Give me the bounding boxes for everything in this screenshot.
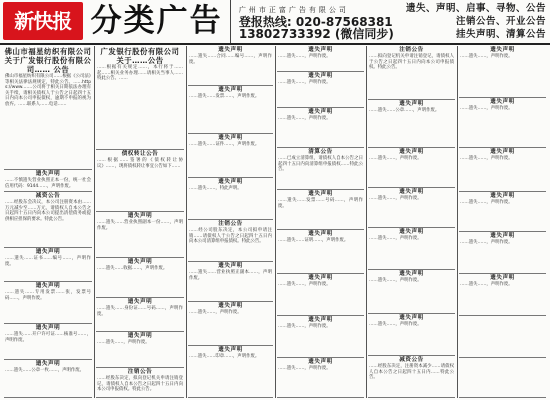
classified-ad: [459, 98, 546, 148]
ad-body: ……遗失……公章……，声明作废。: [369, 108, 440, 113]
ad-body: ……遗失……，声明作废。: [460, 106, 513, 111]
classified-ad: [96, 298, 184, 332]
ad-body: ……遗失……发票……号码……，声明作废。: [278, 198, 363, 209]
ad-body: ……遗失……公章一枚……，声明作废。: [5, 368, 85, 373]
ad-title: 遗失声明: [399, 101, 424, 107]
ad-title: 遗失声明: [308, 317, 333, 323]
ad-body: ……遗失……，声明作废。: [278, 54, 331, 59]
ad-title: 遗失声明: [218, 135, 243, 141]
ad-body: ……遗失……，声明作废。: [278, 366, 331, 371]
ad-body: ……遗失……，声明作废。: [369, 278, 422, 283]
classified-ad: [96, 46, 184, 150]
ad-title: 遗失声明: [308, 275, 333, 281]
classified-ad: [188, 178, 273, 220]
classified-ad: [4, 324, 92, 360]
masthead: [0, 0, 550, 45]
ad-body: ……经股东决定，注册资本减少……请债权人自本公告之日起四十五日内……特此公告。: [369, 364, 454, 381]
ad-column: [94, 46, 187, 398]
ad-title: 遗失声明: [308, 191, 333, 197]
ad-title: 遗失声明: [490, 47, 515, 53]
ad-title: 遗失声明: [490, 233, 515, 239]
ad-body: ……遗失……，声明作废。: [189, 310, 242, 315]
classified-ad: [277, 190, 364, 230]
ad-title: 遗失声明: [399, 189, 424, 195]
ad-body: ……遗失……收据……，声明作废。: [97, 266, 168, 271]
ad-column: [2, 46, 95, 398]
ad-body: ……遗失……，声明作废。: [369, 196, 422, 201]
ad-title: 遗失声明: [127, 333, 153, 339]
classified-ad: [96, 212, 184, 258]
ad-title: 遗失声明: [308, 73, 333, 79]
ad-body: ……遗失……，声明作废。: [369, 236, 422, 241]
ad-body: ……经股东会决议，本公司注册资本由……万元减少至……万元，请债权人自本公告之日起四十五日内向本公司提出清偿债务或提供相应担保的要求。特此公告。: [5, 200, 91, 222]
ad-body: ……遗失……，声明作废。: [97, 340, 150, 345]
ad-title: 债权转让公告: [121, 151, 159, 157]
ad-title: 遗失声明: [308, 231, 333, 237]
category-row: 挂失声明、清算公告: [455, 29, 546, 40]
ad-title: 减资公告: [35, 193, 61, 199]
ad-body: ……遗失……，声明作废。: [278, 282, 331, 287]
ad-body: ……拟向登记机关申请注销登记，请债权人于公告之日起四十五日内向本公司申报债权。特此公告。: [369, 54, 454, 71]
ad-title: 遗失声明: [35, 249, 61, 255]
classified-ad: [368, 314, 455, 356]
ad-title: 遗失声明: [490, 193, 515, 199]
classified-ad: [188, 46, 273, 86]
ad-title: 遗失声明: [35, 361, 61, 367]
classified-ad: [277, 46, 364, 72]
ad-title: 遗失声明: [399, 315, 424, 321]
ad-title: 广发银行股份有限公司 关于……公告: [100, 47, 180, 65]
ad-title: 减资公告: [399, 357, 424, 363]
ad-title: 遗失声明: [308, 109, 333, 115]
ad-title: 遗失声明: [399, 271, 424, 277]
classified-ad: [459, 148, 546, 192]
ad-grid: [2, 46, 548, 398]
ad-title: 遗失声明: [399, 149, 424, 155]
classified-ad: [4, 46, 92, 170]
ad-title: 遗失声明: [127, 213, 153, 219]
ad-title: 遗失声明: [35, 283, 61, 289]
classified-ad: [96, 258, 184, 298]
classified-ad: [459, 274, 546, 316]
classified-ad: [188, 346, 273, 398]
classified-ad: [368, 228, 455, 270]
ad-column: [186, 46, 276, 398]
ad-column: [366, 46, 458, 398]
phone-line-2: 13802733392 (微信同步): [238, 27, 394, 41]
agency-name: 广州市正富广告有限公司: [238, 6, 349, 14]
ad-body: ……经公司股东决定，本公司拟申请注销……请债权人于公告之日起四十五日内向本公司清算组申报债权。特此公告。: [189, 228, 272, 245]
ad-body: ……遗失……证明……，声明作废。: [278, 238, 349, 243]
classified-ad: [459, 358, 546, 398]
classified-ad: [277, 230, 364, 274]
ad-title: [459, 358, 546, 359]
ad-body: ……遗失……，声明作废。: [460, 156, 513, 161]
ad-body: ……遗失……，声明作废。: [460, 240, 513, 245]
category-row: 遗失、声明、启事、寻物、公告: [405, 3, 546, 14]
classified-ad: [96, 368, 184, 398]
ad-title: 注销公告: [399, 47, 424, 53]
category-row: 注销公告、开业公告: [455, 16, 546, 27]
classified-ad: [368, 188, 455, 228]
classified-ad: [4, 192, 92, 248]
ad-column: [457, 46, 548, 398]
ad-title: 佛山市福星纺织有限公司 关于广发银行股份有限公司…… 公告: [4, 47, 92, 74]
ad-body: ……根据……签署的《债权转让协议》……，现将债权转让事宜公告如下……: [97, 158, 183, 169]
classified-ad: [188, 262, 273, 302]
ad-body: ……遗失……营业执照正副本……，声明作废。: [189, 270, 272, 281]
ad-body: ……遗失……，声明作废。: [278, 80, 331, 85]
ad-body: ……遗失……，声明作废。: [369, 156, 422, 161]
ad-title: 遗失声明: [308, 359, 333, 365]
ad-body: ……遗失……印章……，声明作废。: [189, 354, 260, 359]
brand-logo: 新快报: [3, 2, 83, 40]
ad-title: 遗失声明: [35, 325, 61, 331]
ad-title: 遗失声明: [399, 229, 424, 235]
classified-ad: [368, 148, 455, 188]
ad-body: ……遗失……，声明作废。: [278, 116, 331, 121]
ad-title: 注销公告: [218, 221, 243, 227]
ad-body: ……遗失……发票……，声明作废。: [189, 94, 260, 99]
ad-body: ……遗失……，声明作废。: [460, 200, 513, 205]
classified-ad: [277, 316, 364, 358]
ad-body: ……遗失……营业执照副本一份……，声明作废。: [97, 220, 183, 231]
phone-line: 登报热线: 020-87568381: [238, 15, 393, 29]
classified-ad: [4, 360, 92, 398]
classified-ad: [188, 134, 273, 178]
ad-title: 遗失声明: [490, 149, 515, 155]
ad-body: ……遗失……证件……，声明作废。: [189, 142, 260, 147]
classified-ad: [368, 100, 455, 148]
classified-ad: [4, 248, 92, 282]
ad-body: ……遗失……身份证……号码……，声明作废。: [97, 306, 183, 317]
classified-ad: [96, 150, 184, 212]
ad-body: ……遗失……，声明作废。: [460, 282, 513, 287]
classified-ad: [188, 220, 273, 262]
classified-ad: [4, 282, 92, 324]
ad-body: ……遗失……专用发票……张，发票号码……，声明作废。: [5, 290, 91, 301]
ad-body: 佛山市福星纺织有限公司……根据《公司法》等相关法律法规规定，特此公告。……https://www.……公司将于相关日期依法办理有关手续，请相关债权人于公告之日起四十五日内向本公司申报债权，逾期不申报的视为放弃。……联系人……电话……: [5, 74, 91, 107]
classified-ad: [188, 86, 273, 134]
ad-body: ……遗失……，特此声明。: [189, 186, 242, 191]
ad-body: ……遗失……，声明作废。: [369, 322, 422, 327]
ad-body: ……遗失……，声明作废。: [460, 54, 513, 59]
classified-ad: [277, 72, 364, 108]
ad-title: 清算公告: [308, 149, 333, 155]
ad-title: 遗失声明: [127, 299, 153, 305]
ad-title: 遗失声明: [490, 275, 515, 281]
ad-title: 遗失声明: [127, 259, 153, 265]
ad-body: ……根据有关规定……，本行将于……起……相关业务办理……请相关当事人……特此公告。……: [97, 65, 183, 82]
ad-title: [459, 316, 546, 317]
classified-ad: [459, 232, 546, 274]
ad-body: ……经股东决定，拟向登记机关申请注销登记，请债权人自本公告之日起四十五日内向本公司申报债权。特此公告。: [97, 376, 183, 393]
classified-ad: [277, 274, 364, 316]
ad-body: ……遗失……，声明作废。: [278, 324, 331, 329]
ad-title: 遗失声明: [218, 47, 243, 53]
ad-title: 遗失声明: [490, 99, 515, 105]
category-list: [406, 0, 550, 43]
ad-title: 遗失声明: [218, 347, 243, 353]
ad-title: 遗失声明: [218, 303, 243, 309]
classified-ad: [4, 170, 92, 192]
classified-ad: [368, 356, 455, 398]
classified-ad: [96, 332, 184, 368]
ad-body: ……已成立清算组，请债权人自本公告之日起四十五日内向清算组申报债权……特此公告。: [278, 156, 363, 173]
ad-body: ……遗失……证书……编号……，声明作废。: [5, 256, 91, 267]
ad-body: ……遗失……合同……编号……，声明作废。: [189, 54, 272, 65]
contact-block: [230, 0, 406, 43]
classified-ad: [188, 302, 273, 346]
ad-body: ……遗失……开户许可证……核准号……，声明作废。: [5, 332, 91, 343]
classified-ad: [277, 148, 364, 190]
ad-column: [275, 46, 367, 398]
classified-ad: [368, 270, 455, 314]
classified-ad: [459, 192, 546, 232]
classified-ad: [368, 46, 455, 100]
ad-title: 遗失声明: [35, 171, 61, 177]
classified-ad: [277, 358, 364, 398]
ad-title: 遗失声明: [218, 263, 243, 269]
ad-title: 遗失声明: [218, 87, 243, 93]
ad-title: 遗失声明: [218, 179, 243, 185]
page-title: 分类广告: [90, 3, 223, 39]
ad-title: 遗失声明: [308, 47, 333, 53]
classified-ad: [459, 46, 546, 98]
classified-ad: [277, 108, 364, 148]
classified-ad: [459, 316, 546, 358]
ad-title: 注销公告: [127, 369, 153, 375]
ad-body: ……不慎遗失营业执照正本一份，统一社会信用代码：9144……，声明作废。: [5, 178, 91, 189]
